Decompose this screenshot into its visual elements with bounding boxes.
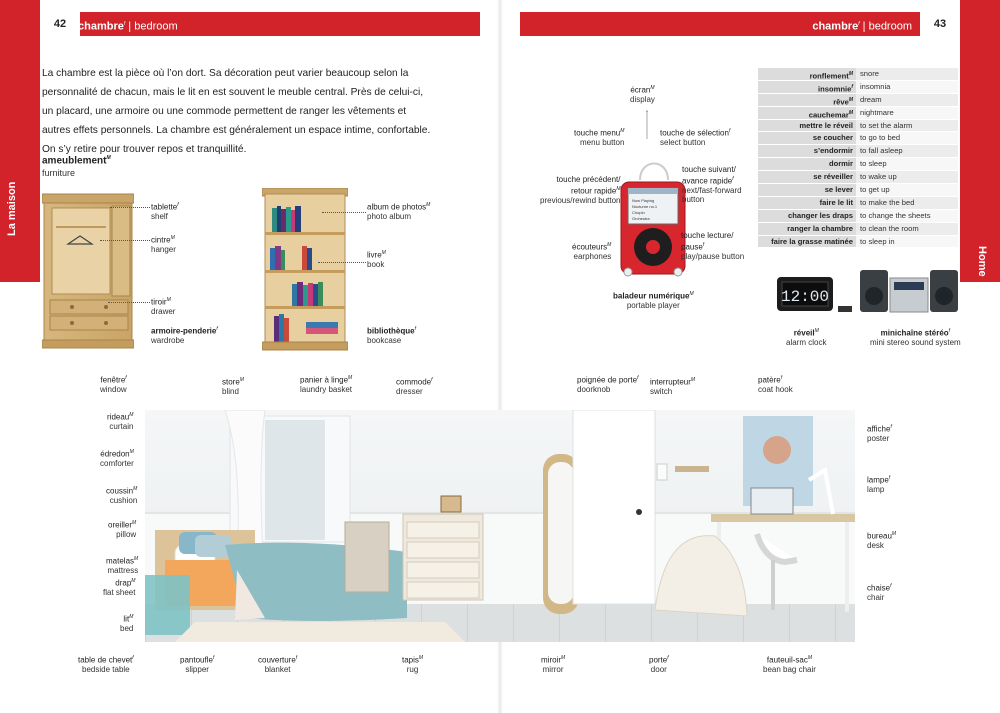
vocab-fr — [758, 223, 856, 235]
label-bean-bag-fr: fauteuil-sac — [766, 655, 808, 665]
vocab-row — [758, 236, 958, 249]
vocab-fr — [758, 81, 856, 93]
label-bed-gender: M — [129, 614, 134, 620]
vocab-fr-text: cauchemar — [808, 110, 849, 120]
label-desk-gender: M — [891, 531, 897, 537]
label-bed-en: bed — [120, 624, 134, 634]
label-chair-fr: chaise — [867, 583, 891, 593]
label-earphones — [572, 241, 611, 262]
player-screen-line-2: Nocturne no.1 — [632, 204, 658, 209]
label-dresser-gender: f — [431, 377, 433, 383]
label-player-title-en: portable player — [626, 301, 680, 311]
header-title-left-en: bedroom — [134, 20, 178, 33]
label-select-button-fr: touche de sélection — [660, 128, 729, 138]
vocab-fr — [758, 210, 856, 222]
leader-book — [318, 262, 366, 263]
label-flat-sheet-fr: drap — [115, 578, 132, 588]
label-wardrobe-title-en: wardrobe — [151, 336, 185, 346]
header-title-right-fr: chambre — [812, 20, 859, 33]
label-cushion-fr: coussin — [106, 486, 134, 496]
label-curtain-gender: M — [129, 412, 134, 418]
vocab-gender: M — [848, 109, 853, 116]
label-bean-bag-en: bean bag chair — [763, 665, 816, 675]
label-curtain — [107, 411, 133, 432]
label-alarm-clock-en: alarm clock — [786, 338, 827, 348]
label-pillow-gender: M — [132, 520, 137, 526]
label-door-fr: porte — [649, 655, 668, 665]
label-drawer — [151, 296, 175, 317]
label-select-button-gender: f — [728, 128, 731, 134]
label-slipper-fr: pantoufle — [180, 655, 213, 665]
label-window — [100, 374, 127, 395]
label-photo-album-gender: M — [426, 202, 431, 208]
leader-photo-album — [322, 212, 366, 213]
label-window-en: window — [100, 385, 127, 395]
label-slipper-en: slipper — [185, 665, 209, 675]
leader-hanger — [100, 240, 150, 241]
label-cushion — [106, 485, 137, 506]
vocab-en: to go to bed — [860, 133, 901, 143]
label-bedside-table-fr: table de chevet — [78, 655, 133, 665]
label-desk — [867, 530, 896, 551]
label-menu-button-en: menu button — [579, 138, 625, 148]
label-play-button-gender: f — [702, 241, 705, 248]
label-mirror-gender: M — [561, 655, 566, 661]
label-photo-album-en: photo album — [367, 212, 412, 222]
section-side-tab-right — [960, 0, 1000, 282]
player-screen-line-3: Chopin — [632, 210, 645, 215]
vocab-fr — [758, 132, 856, 144]
label-wardrobe-title-gender: f — [216, 326, 218, 332]
label-bean-bag-gender: M — [807, 655, 813, 661]
label-earphones-fr: écouteurs — [572, 242, 608, 252]
label-comforter — [100, 448, 134, 469]
label-shelf — [151, 201, 179, 222]
label-bookcase-title-fr: bibliothèque — [367, 326, 415, 336]
vocab-fr-text: rêve — [833, 97, 849, 107]
label-play-button — [681, 231, 744, 261]
section-side-tab-left — [0, 0, 40, 282]
label-slipper — [180, 654, 214, 675]
page-number-right: 43 — [920, 12, 960, 36]
label-player-title-fr: baladeur numérique — [613, 291, 690, 301]
label-laundry-basket-gender: M — [348, 375, 353, 381]
label-stereo-gender: f — [948, 328, 951, 334]
label-window-gender: f — [125, 375, 127, 381]
label-poster-fr: affiche — [867, 424, 891, 434]
label-book-gender: M — [381, 250, 386, 256]
leader-shelf — [110, 207, 150, 208]
furniture-heading-en: furniture — [42, 168, 76, 178]
label-cushion-gender: M — [133, 486, 138, 492]
label-shelf-fr: tablette — [151, 202, 178, 212]
label-bookcase-title-en: bookcase — [367, 336, 402, 346]
vocab-fr-text: se coucher — [812, 133, 853, 143]
vocab-fr-text: mettre le réveil — [799, 120, 853, 130]
label-switch-en: switch — [650, 387, 673, 397]
label-next-button — [682, 165, 742, 205]
label-flat-sheet — [103, 577, 135, 598]
label-desk-en: desk — [867, 541, 884, 551]
vocab-fr-text: se lever — [824, 185, 853, 195]
label-doorknob — [577, 374, 638, 395]
label-bean-bag — [763, 654, 816, 675]
label-blind — [222, 376, 244, 397]
page-number-left: 42 — [40, 12, 80, 36]
header-title-right-en: bedroom — [868, 20, 912, 33]
vocab-row — [758, 197, 958, 210]
label-blind-gender: M — [239, 377, 244, 383]
vocab-row — [758, 210, 958, 223]
label-hanger-gender: M — [170, 235, 175, 241]
label-next-button-gender: f — [732, 175, 734, 182]
vocab-row — [758, 68, 958, 81]
label-cushion-en: cushion — [109, 496, 138, 506]
label-poster-gender: f — [890, 424, 892, 430]
label-desk-fr: bureau — [867, 531, 892, 541]
label-laundry-basket — [300, 374, 352, 395]
label-coat-hook-gender: f — [780, 375, 783, 381]
bedroom-scene — [145, 410, 855, 642]
label-comforter-fr: édredon — [100, 449, 130, 459]
bedroom-scene-drawing — [145, 410, 855, 642]
vocab-en: insomnia — [860, 81, 891, 91]
label-chair-en: chair — [867, 593, 885, 603]
vocab-row — [758, 223, 958, 236]
label-play-button-fr1: touche lecture/ — [681, 231, 734, 240]
header-bar-right — [520, 12, 960, 36]
vocab-en: to sleep — [860, 159, 887, 169]
label-next-button-fr1: touche suivant/ — [682, 165, 736, 174]
vocab-fr-text: changer les draps — [788, 210, 853, 220]
vocab-row — [758, 81, 958, 94]
vocab-fr-text: ranger la chambre — [787, 223, 853, 233]
label-bookcase-title-gender: f — [414, 326, 416, 332]
vocab-en: to get up — [860, 185, 890, 195]
header-title-left-gender: f — [123, 21, 126, 27]
vocab-gender: M — [848, 71, 853, 77]
label-chair-gender: f — [890, 583, 892, 589]
header-title-right: chambre$^f$ | bedroom — [812, 20, 912, 33]
label-coat-hook-en: coat hook — [758, 385, 793, 395]
label-stereo-fr: minichaîne stéréo — [880, 328, 949, 338]
label-shelf-en: shelf — [151, 212, 168, 222]
label-drawer-en: drawer — [151, 307, 176, 317]
label-photo-album-fr: album de photos — [367, 202, 427, 212]
label-hanger — [151, 234, 176, 255]
label-mattress-en: mattress — [107, 566, 139, 576]
label-rug-fr: tapis — [402, 655, 419, 665]
vocab-table — [758, 68, 958, 248]
label-display — [630, 84, 655, 105]
label-blanket — [258, 654, 297, 675]
label-poster — [867, 423, 892, 444]
label-display-gender: M — [650, 85, 655, 91]
vocab-row — [758, 94, 958, 107]
label-bed — [120, 613, 133, 634]
label-laundry-basket-en: laundry basket — [300, 385, 353, 395]
label-coat-hook — [758, 374, 793, 395]
label-lamp — [867, 474, 890, 495]
label-poster-en: poster — [867, 434, 890, 444]
furniture-heading — [42, 155, 111, 166]
label-book — [367, 249, 386, 270]
vocab-fr — [758, 184, 856, 196]
alarm-clock-display: 12:00 — [780, 288, 830, 306]
vocab-en: dream — [860, 94, 882, 104]
label-rug — [402, 654, 423, 675]
label-lamp-fr: lampe — [867, 475, 889, 485]
label-dresser — [396, 376, 433, 397]
label-menu-button-gender: M — [620, 128, 625, 134]
label-lamp-gender: f — [888, 475, 891, 481]
vocab-fr-text: faire le lit — [819, 197, 853, 207]
label-pillow-en: pillow — [116, 530, 137, 540]
furniture-heading-fr: ameublement — [42, 155, 107, 167]
label-alarm-clock-fr: réveil — [793, 328, 815, 338]
label-bedside-table-en: bedside table — [82, 665, 130, 675]
label-earphones-en: earphones — [573, 252, 612, 262]
label-rug-en: rug — [406, 665, 419, 675]
label-prev-button-fr2: retour rapide — [570, 186, 617, 196]
label-prev-button-fr1: touche précédent/ — [556, 175, 621, 184]
vocab-fr — [758, 158, 856, 170]
label-stereo — [870, 327, 961, 348]
leader-display — [647, 111, 648, 139]
label-next-button-fr2: avance rapide — [682, 176, 733, 186]
vocab-row — [758, 158, 958, 171]
label-bedside-table-gender: f — [132, 655, 134, 661]
header-title-right-gender: f — [858, 21, 860, 27]
label-rug-gender: M — [418, 655, 424, 661]
label-earphones-gender: M — [607, 242, 612, 248]
label-stereo-en: mini stereo sound system — [870, 338, 961, 348]
vocab-en: to change the sheets — [860, 210, 931, 220]
label-next-button-en1: next/fast-forward — [682, 185, 742, 195]
vocab-row — [758, 120, 958, 133]
label-mirror-fr: miroir — [541, 655, 561, 665]
label-mattress-gender: M — [134, 556, 139, 562]
label-wardrobe-title-fr: armoire-penderie — [151, 326, 217, 336]
vocab-en: to make the bed — [860, 197, 915, 207]
label-bedside-table — [78, 654, 134, 675]
label-pillow — [108, 519, 136, 540]
label-dresser-fr: commode — [396, 377, 432, 387]
label-bookcase-title — [367, 325, 416, 346]
vocab-fr — [758, 236, 856, 248]
label-comforter-en: comforter — [100, 459, 134, 469]
label-alarm-clock-gender: M — [814, 328, 819, 334]
vocab-gender: M — [848, 96, 853, 103]
label-player-title — [613, 290, 694, 311]
vocab-fr-text: dormir — [828, 159, 853, 169]
label-display-en: display — [630, 95, 655, 105]
label-blind-fr: store — [222, 377, 240, 387]
vocab-en: to set the alarm — [860, 120, 913, 130]
vocab-en: to wake up — [860, 172, 897, 182]
vocab-row — [758, 171, 958, 184]
player-screen-line-1: Now Playing — [632, 198, 655, 203]
vocab-en: to clean the room — [860, 223, 919, 233]
vocab-fr — [758, 107, 856, 119]
vocab-fr-text: faire la grasse matinée — [771, 236, 853, 246]
vocab-en: nightmare — [860, 107, 894, 117]
label-play-button-fr2: pause — [681, 242, 703, 252]
label-select-button — [660, 127, 730, 148]
label-blanket-fr: couverture — [258, 655, 296, 665]
furniture-heading-gender: M — [106, 155, 111, 161]
label-book-en: book — [367, 260, 385, 270]
label-bed-fr: lit — [123, 614, 130, 624]
vocab-row — [758, 145, 958, 158]
label-switch-fr: interrupteur — [650, 377, 691, 387]
vocab-row — [758, 184, 958, 197]
portable-player-illustration — [618, 150, 690, 280]
label-wardrobe-title — [151, 325, 218, 346]
label-prev-button-en: previous/rewind button — [540, 195, 621, 205]
label-door — [649, 654, 669, 675]
label-curtain-fr: rideau — [107, 412, 130, 422]
label-mirror — [541, 654, 565, 675]
label-prev-button — [540, 175, 621, 205]
label-hanger-fr: cintre — [151, 235, 171, 245]
label-flat-sheet-en: flat sheet — [103, 588, 136, 598]
vocab-row — [758, 132, 958, 145]
vocab-fr-text: se réveiller — [813, 172, 853, 182]
label-lamp-en: lamp — [867, 485, 885, 495]
label-display-fr: écran — [630, 85, 651, 95]
label-slipper-gender: f — [212, 655, 215, 661]
label-curtain-en: curtain — [109, 422, 134, 432]
label-switch-gender: M — [690, 377, 696, 383]
label-door-gender: f — [667, 655, 669, 661]
label-flat-sheet-gender: M — [131, 578, 136, 584]
vocab-fr-text: ronflement — [809, 71, 849, 81]
label-menu-button-fr: touche menu — [574, 128, 621, 138]
label-doorknob-fr: poignée de porte — [577, 375, 638, 385]
vocab-gender: f — [851, 83, 853, 90]
label-drawer-fr: tiroir — [151, 297, 167, 307]
vocab-fr-text: insomnie — [817, 84, 852, 94]
label-door-en: door — [650, 665, 667, 675]
vocab-row — [758, 107, 958, 120]
vocab-en: to fall asleep — [860, 146, 903, 156]
section-side-label-left: La maison — [6, 181, 18, 236]
leader-drawer — [108, 302, 150, 303]
label-chair — [867, 582, 892, 603]
label-doorknob-gender: f — [637, 375, 639, 381]
label-menu-button — [574, 127, 624, 148]
label-switch — [650, 376, 695, 397]
label-shelf-gender: f — [177, 202, 179, 208]
label-mirror-en: mirror — [542, 665, 564, 675]
vocab-fr — [758, 68, 856, 80]
stereo-illustration — [838, 268, 958, 318]
header-title-left-fr: chambre — [78, 20, 124, 33]
vocab-fr — [758, 94, 856, 106]
vocab-fr — [758, 120, 856, 132]
label-window-fr: fenêtre — [100, 375, 126, 385]
vocab-fr — [758, 171, 856, 183]
vocab-fr — [758, 197, 856, 209]
intro-paragraph: La chambre est la pièce où l’on dort. Sa décoration peut varier beaucoup selon la personnalité de chacun, mais le lit en est souvent le meuble central. Près de celui-ci, un placard, une armoire ou une commode permettent de ranger les vêtements et autres effets personnels. La chambre est généralement un espace intime, confortable. On s’y retire pour trouver repos et tranquillité. — [42, 68, 431, 155]
label-laundry-basket-fr: panier à linge — [300, 375, 349, 385]
label-select-button-en: select button — [660, 138, 706, 148]
label-dresser-en: dresser — [396, 387, 423, 397]
label-hanger-en: hanger — [151, 245, 176, 255]
label-drawer-gender: M — [166, 297, 171, 303]
label-comforter-gender: M — [129, 449, 134, 455]
label-play-button-en: play/pause button — [681, 251, 745, 261]
label-mattress-fr: matelas — [106, 556, 135, 566]
vocab-en: snore — [860, 69, 879, 78]
label-blanket-gender: f — [295, 655, 298, 661]
label-coat-hook-fr: patère — [758, 375, 781, 385]
label-prev-button-gender: M — [616, 185, 621, 192]
vocab-fr — [758, 145, 856, 157]
label-alarm-clock — [786, 327, 826, 348]
label-mattress — [106, 555, 138, 576]
header-title-left: chambre$^f$ | bedroom — [78, 20, 178, 33]
label-player-title-gender: M — [689, 291, 694, 297]
section-side-label-right: Home — [976, 246, 988, 277]
label-blind-en: blind — [222, 387, 239, 397]
player-screen-line-4: Orchestra — [632, 216, 650, 221]
vocab-fr-text: s’endormir — [813, 146, 853, 156]
header-bar-left — [40, 12, 480, 36]
label-blanket-en: blanket — [264, 665, 291, 675]
vocab-en: to sleep in — [860, 236, 895, 246]
label-photo-album — [367, 201, 430, 222]
label-doorknob-en: doorknob — [577, 385, 611, 395]
label-pillow-fr: oreiller — [108, 520, 133, 530]
label-next-button-en2: button — [682, 195, 705, 205]
label-book-fr: livre — [367, 250, 382, 260]
alarm-clock-illustration — [776, 274, 834, 314]
wardrobe-illustration — [42, 192, 134, 350]
